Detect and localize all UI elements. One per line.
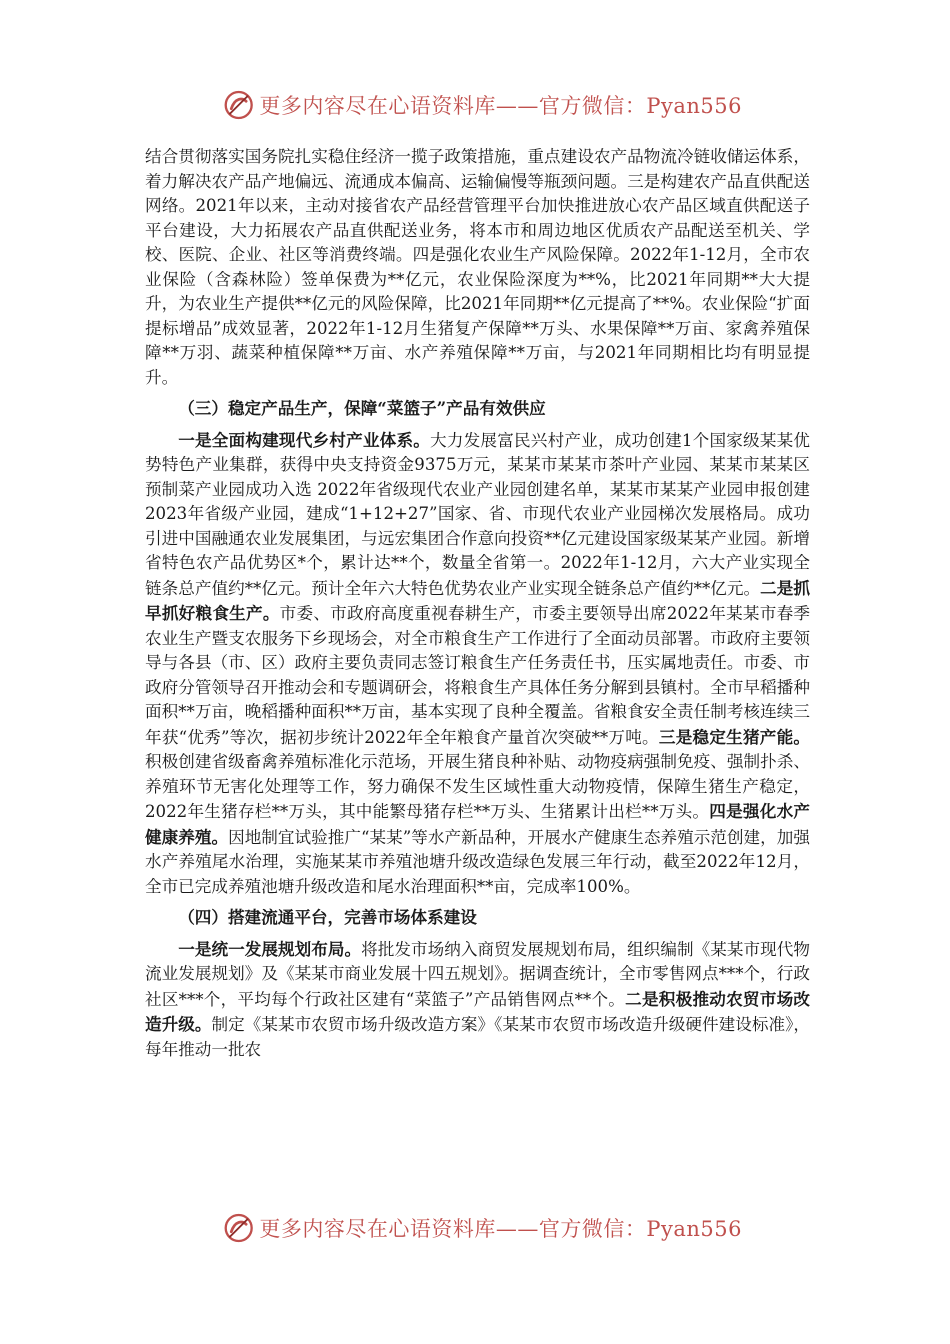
paragraph-2-bold-4: 四是强化水产健康养殖。	[145, 801, 811, 847]
section-heading-4: （四）搭建流通平台，完善市场体系建设	[178, 907, 477, 927]
banner-text: 更多内容尽在心语资料库——官方微信：Pyan556	[259, 94, 742, 118]
logo-icon	[222, 87, 255, 123]
paragraph-3-text-2: 制定《某某市农贸市场升级改造方案》《某某市农贸市场改造升级硬件建设标准》，每年推动一批农	[145, 1015, 810, 1059]
paragraph-3-bold-2: 二是积极推动农贸市场改造升级。	[145, 988, 811, 1034]
paragraph-2-bold-1: 一是全面构建现代乡村产业体系。	[178, 429, 431, 450]
paragraph-2-text-1: 大力发展富民兴村产业，成功创建1个国家级某某优势特色产业集群，获得中央支持资金9375万元，某某市某某市茶叶产业园、某某市某某区预制菜产业园成功入选 2022年省级现代农业产业园创建名单，某某市某某产业园申报创建2023年省级产业园，建成“1+12+27”国家、省、市现代农业产业园梯次发展格局。成功引进中国融通农业发展集团，与远宏集团合作意向投资**亿元建设国家级某某产业园。新增省特色农产品优势区*个，累计达**个，数量全省第一。2022年1-12月，六大产业实现全链条总产值约**亿元。预计全年六大特色优势农业产业实现全链条总产值约**亿元。	[145, 430, 810, 598]
paragraph-3-bold-1: 一是统一发展规划布局。	[178, 938, 362, 959]
section-heading-3: （三）稳定产品生产，保障“菜篮子”产品有效供应	[178, 398, 546, 418]
paragraph-2-text-3: 积极创建省级畜禽养殖标准化示范场，开展生猪良种补贴、动物疫病强制免疫、强制扑杀、养殖环节无害化处理等工作，努力确保不发生区域性重大动物疫情，保障生猪生产稳定，2022年生猪存栏**万头，其中能繁母猪存栏**万头、生猪累计出栏**万头。	[145, 752, 810, 821]
paragraph-2-bold-3: 三是稳定生猪产能。	[658, 726, 810, 747]
paragraph-3-text-1: 将批发市场纳入商贸发展规划布局，组织编制《某某市现代物流业发展规划》及《某某市商业发展十四五规划》。据调查统计，全市零售网点***个，行政社区***个，平均每个行政社区建有“菜篮子”产品销售网点**个。	[145, 939, 811, 1009]
paragraph-2-text-2: 市委、市政府高度重视春耕生产，市委主要领导出席2022年某某市春季农业生产暨支农服务下乡现场会，对全市粮食生产工作进行了全面动员部署。市政府主要领导与各县（市、区）政府主要负责同志签订粮食生产任务责任书，压实属地责任。市委、市政府分管领导召开推动会和专题调研会，将粮食生产具体任务分解到县镇村。全市早稻播种面积**万亩，晚稻播种面积**万亩，基本实现了良种全覆盖。省粮食安全责任制考核连续三年获“优秀”等次，据初步统计2022年全年粮食产量首次突破**万吨。	[145, 604, 810, 747]
footer-watermark-banner	[222, 1208, 742, 1248]
banner-text: 更多内容尽在心语资料库——官方微信：Pyan556	[259, 1217, 742, 1241]
document-body	[145, 145, 810, 1062]
logo-icon	[222, 1210, 255, 1246]
paragraph-3	[145, 937, 810, 1063]
header-watermark-banner	[222, 85, 742, 125]
paragraph-2	[145, 428, 810, 900]
paragraph-2-bold-2: 二是抓早抓好粮食生产。	[145, 577, 811, 623]
paragraph-2-text-4: 因地制宜试验推广“某某”等水产新品种，开展水产健康生态养殖示范创建，加强水产养殖尾水治理，实施某某市养殖池塘升级改造绿色发展三年行动，截至2022年12月，全市已完成养殖池塘升级改造和尾水治理面积**亩，完成率100%。	[145, 827, 810, 896]
paragraph-1: 结合贯彻落实国务院扎实稳住经济一揽子政策措施，重点建设农产品物流冷链收储运体系，着力解决农产品产地偏远、流通成本偏高、运输偏慢等瓶颈问题。三是构建农产品直供配送网络。2021年以来，主动对接省农产品经营管理平台加快推进放心农产品区域直供配送子平台建设，大力拓展农产品直供配送业务，将本市和周边地区优质农产品配送至机关、学校、医院、企业、社区等消费终端。四是强化农业生产风险保障。2022年1-12月，全市农业保险（含森林险）签单保费为**亿元，农业保险深度为**%，比2021年同期**大大提升，为农业生产提供**亿元的风险保障，比2021年同期**亿元提高了**%。农业保险“扩面提标增品”成效显著，2022年1-12月生猪复产保障**万头、水果保障**万亩、家禽养殖保障**万羽、蔬菜种植保障**万亩、水产养殖保障**万亩，与2021年同期相比均有明显提升。	[145, 147, 810, 387]
